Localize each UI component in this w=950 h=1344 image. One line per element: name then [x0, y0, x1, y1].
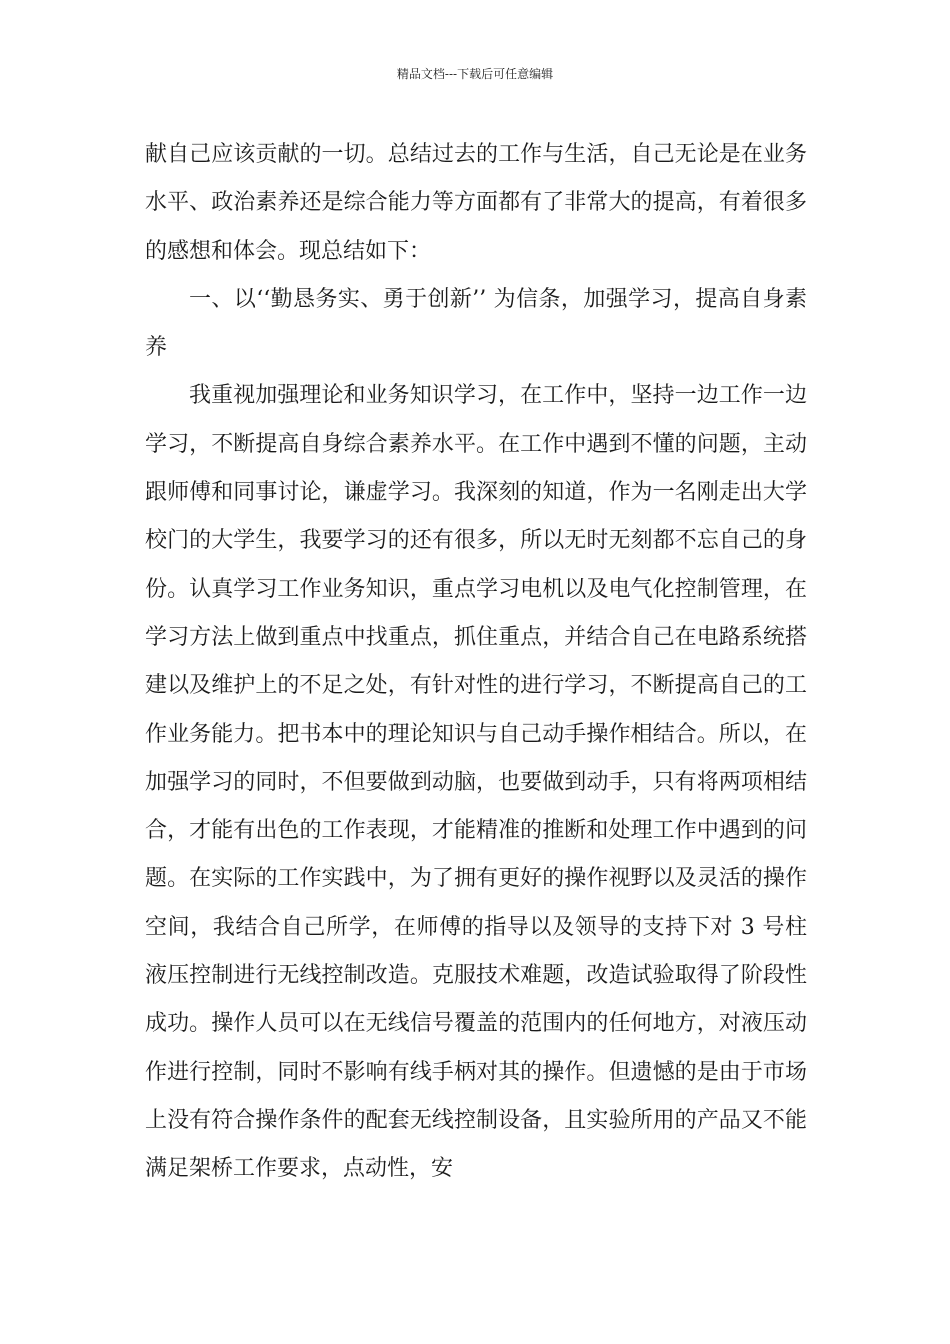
page-header: 精品文档---下载后可任意编辑 — [396, 67, 554, 81]
paragraph: 我重视加强理论和业务知识学习，在工作中，坚持一边工作一边学习，不断提高自身综合素养水平。在工作中遇到不懂的问题，主动跟师傅和同事讨论，谦虚学习。我深刻的知道，作为一名刚走出大学校门的大学生，我要学习的还有很多，所以无时无刻都不忘自己的身份。认真学习工作业务知识，重点学习电机以及电气化控制管理，在学习方法上做到重点中找重点，抓住重点，并结合自己在电路系统搭建以及维护上的不足之处，有针对性的进行学习，不断提高自己的工作业务能力。把书本中的理论知识与自己动手操作相结合。所以，在加强学习的同时，不但要做到动脑，也要做到动手，只有将两项相结合，才能有出色的工作表现，才能精准的推断和处理工作中遇到的问题。在实际的工作实践中，为了拥有更好的操作视野以及灵活的操作空间，我结合自己所学，在师傅的指导以及领导的支持下对 3 号柱液压控制进行无线控制改造。克服技术难题，改造试验取得了阶段性成功。操作人员可以在无线信号覆盖的范围内的任何地方，对液压动作进行控制，同时不影响有线手柄对其的操作。但遗憾的是由于市场上没有符合操作条件的配套无线控制设备，且实验所用的产品又不能满足架桥工作要求，点动性，安 — [145, 383, 807, 1182]
section-heading: 一、以‘‘勤恳务实、勇于创新’’ 为信条，加强学习，提高自身素养 — [145, 286, 807, 361]
paragraph: 献自己应该贡献的一切。总结过去的工作与生活，自己无论是在业务水平、政治素养还是综合能力等方面都有了非常大的提高，有着很多的感想和体会。现总结如下： — [145, 142, 807, 264]
document-body — [145, 131, 807, 1194]
